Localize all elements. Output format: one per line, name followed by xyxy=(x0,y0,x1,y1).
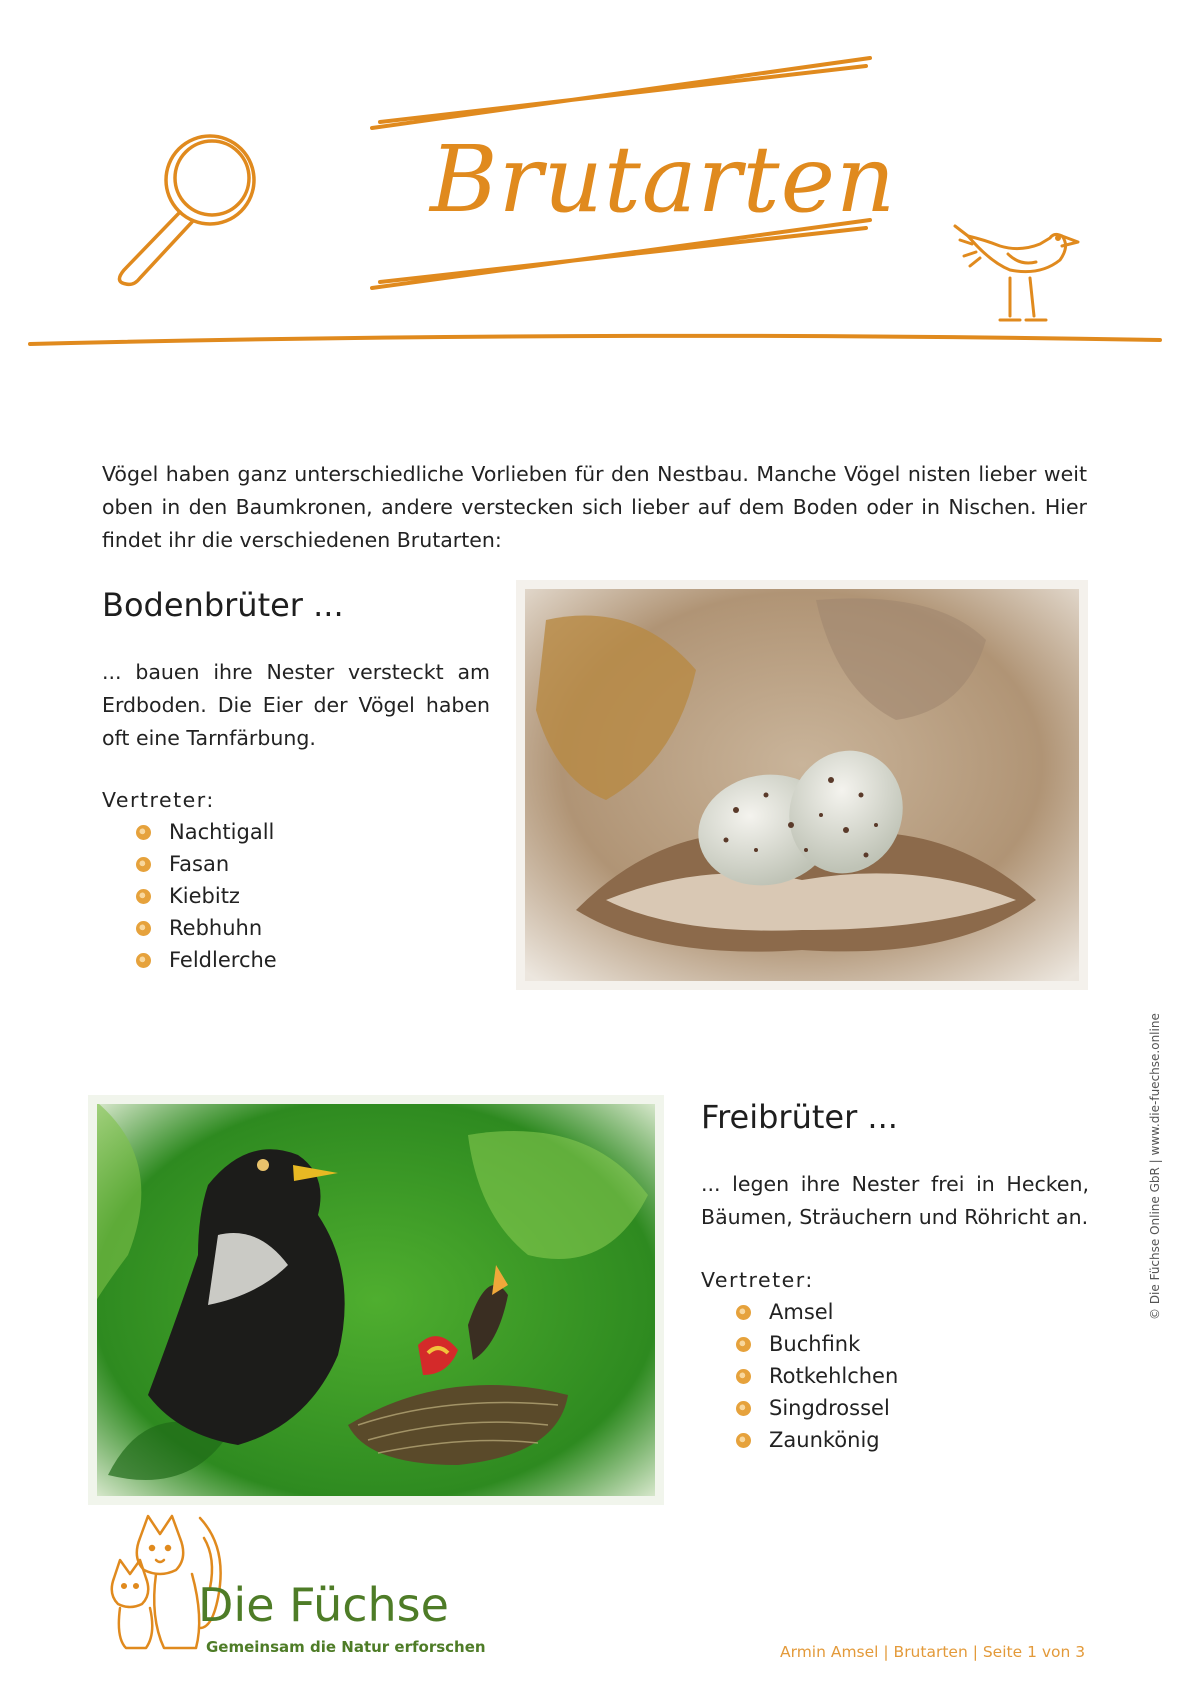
list-item: Singdrossel xyxy=(736,1392,898,1424)
bullet-icon xyxy=(736,1305,751,1320)
intro-text: Vögel haben ganz unterschiedliche Vorlieben für den Nestbau. Manche Vögel nisten lieber weit oben in den Baumkronen, andere verstecken sich lieber auf dem Boden oder in Nischen. Hier findet ihr die verschiedenen Brutarten: xyxy=(102,462,1087,552)
bullet-icon xyxy=(136,921,151,936)
page-meta: Armin Amsel | Brutarten | Seite 1 von 3 xyxy=(780,1643,1086,1661)
species-list-bodenbrueter xyxy=(136,816,277,976)
bullet-icon xyxy=(736,1401,751,1416)
bullet-icon xyxy=(136,889,151,904)
copyright-text: © Die Füchse Online GbR | www.die-fuechse.online xyxy=(1148,1013,1162,1320)
brand-name: Die Füchse xyxy=(198,1578,449,1632)
section-heading-freibrueter: Freibrüter ... xyxy=(701,1098,898,1136)
list-item: Rotkehlchen xyxy=(736,1360,898,1392)
bullet-icon xyxy=(736,1369,751,1384)
list-item: Kiebitz xyxy=(136,880,277,912)
nest-eggs-image xyxy=(516,580,1088,990)
brand-tagline: Gemeinsam die Natur erforschen xyxy=(206,1638,486,1656)
vertreter-label: Vertreter: xyxy=(102,788,215,812)
list-item: Amsel xyxy=(736,1296,898,1328)
bullet-icon xyxy=(736,1337,751,1352)
bullet-icon xyxy=(136,825,151,840)
section-text-freibrueter: ... legen ihre Nester frei in Hecken, Bäumen, Sträuchern und Röhricht an. xyxy=(701,1172,1089,1229)
list-item: Zaunkönig xyxy=(736,1424,898,1456)
page-title: Brutarten xyxy=(430,126,897,233)
species-list-freibrueter xyxy=(736,1296,898,1456)
bird-icon xyxy=(955,226,1078,320)
section-text-bodenbrueter: ... bauen ihre Nester versteckt am Erdboden. Die Eier der Vögel haben oft eine Tarnfärbung. xyxy=(102,660,490,750)
list-item: Fasan xyxy=(136,848,277,880)
bullet-icon xyxy=(136,857,151,872)
list-item: Rebhuhn xyxy=(136,912,277,944)
list-item: Nachtigall xyxy=(136,816,277,848)
magnifier-icon xyxy=(119,136,254,284)
section-heading-bodenbrueter: Bodenbrüter ... xyxy=(102,586,344,624)
list-item: Feldlerche xyxy=(136,944,277,976)
list-item: Buchfink xyxy=(736,1328,898,1360)
blackbird-nest-image xyxy=(88,1095,664,1505)
bullet-icon xyxy=(736,1433,751,1448)
bullet-icon xyxy=(136,953,151,968)
vertreter-label: Vertreter: xyxy=(701,1268,814,1292)
